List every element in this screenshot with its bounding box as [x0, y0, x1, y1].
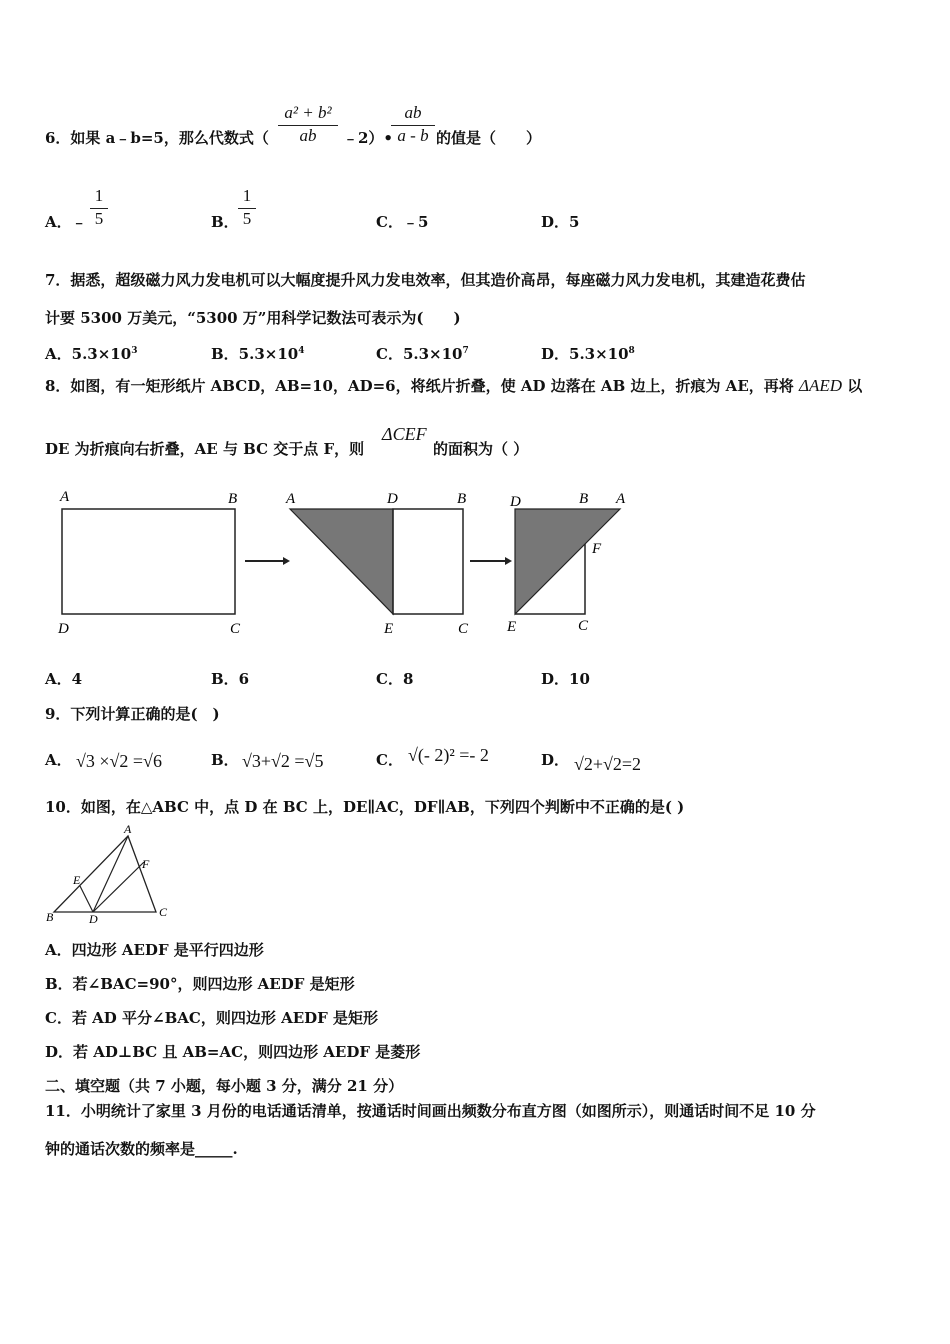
q8-fig3-label-c: C [578, 618, 589, 634]
q8-line-1-text: 8．如图，有一矩形纸片 ABCD，AB=10，AD=6，将纸片折叠，使 AD 边落在 AB 边上，折痕为 AE，再将 [45, 377, 794, 395]
q6-option-b-fraction [238, 186, 256, 229]
q7-option-d-exp: 8 [628, 346, 635, 356]
q8-figure [40, 485, 640, 640]
q10-segment-de [80, 886, 93, 912]
q7-line-2: 计要 5300 万美元，“5300 万”用科学记数法可表示为( ) [45, 309, 461, 327]
q6-option-a-den: 5 [90, 208, 108, 229]
q7-option-d-base: D．5.3×10 [541, 345, 629, 363]
q10-option-c: C．若 AD 平分∠BAC，则四边形 AEDF 是矩形 [45, 1009, 379, 1027]
q8-fig2-label-a: A [286, 491, 296, 507]
q8-fig3-shaded-region [515, 509, 620, 614]
q6-option-b-den: 5 [238, 208, 256, 229]
q6-option-d: D．5 [541, 213, 580, 231]
q9-option-d-expr: √2+√2=2 [574, 754, 642, 774]
q8-fig2-shaded-triangle [290, 509, 393, 614]
q8-fig3-label-f: F [592, 541, 602, 557]
q10-label-a: A [124, 822, 132, 836]
q6-frac2-num: ab [404, 103, 422, 122]
q7-option-b-base: B．5.3×10 [211, 345, 299, 363]
q8-line-2-end: 的面积为（ ） [433, 440, 529, 458]
q10-label-c: C [159, 905, 168, 919]
q7-option-b-exp: 4 [298, 346, 305, 356]
q11-line-2: 钟的通话次数的频率是_____. [45, 1140, 238, 1158]
q7-option-c-base: C．5.3×10 [376, 345, 463, 363]
q8-fig3-label-b: B [579, 491, 589, 507]
q6-option-c: C．﹣5 [376, 213, 429, 231]
q9-stem: 9．下列计算正确的是( ) [45, 705, 220, 723]
q6-frac1-den: ab [278, 125, 338, 146]
q7-option-d [541, 341, 635, 364]
section-2-heading: 二、填空题（共 7 小题，每小题 3 分，满分 21 分） [45, 1077, 404, 1095]
q10-label-b: B [46, 910, 54, 924]
q8-fig1-label-b: B [228, 491, 238, 507]
q7-option-c-exp: 7 [462, 346, 469, 356]
q10-segment-ad [93, 836, 128, 912]
q7-line-1: 7．据悉，超级磁力风力发电机可以大幅度提升风力发电效率，但其造价高昂，每座磁力风力发电机，其建造花费估 [45, 271, 806, 289]
q7-option-a-base: A．5.3×10 [45, 345, 132, 363]
q8-line-1 [45, 376, 862, 396]
q6-frac2-den: a - b [391, 125, 435, 146]
q8-triangle-cef: ΔCEF [382, 424, 427, 444]
q10-segment-df [93, 862, 144, 912]
q8-fig2-label-d: D [387, 491, 398, 507]
q6-fraction-2 [391, 103, 435, 146]
q8-option-b: B．6 [211, 670, 250, 688]
q11-line-1: 11．小明统计了家里 3 月份的电话通话清单，按通话时间画出频数分布直方图（如图所示），则通话时间不足 10 分 [45, 1102, 816, 1120]
q6-prefix: 6．如果 a﹣b=5，那么代数式（ [45, 129, 269, 147]
q8-line-2-text: DE 为折痕向右折叠，AE 与 BC 交于点 F，则 [45, 440, 365, 458]
q6-option-b-num: 1 [242, 186, 252, 205]
q8-fig2-rectangle [393, 509, 463, 614]
q10-label-f: F [142, 857, 150, 871]
q8-option-a: A．4 [45, 670, 83, 688]
q10-label-e: E [73, 873, 81, 887]
q8-triangle-aed: ΔAED [799, 376, 843, 395]
q10-option-b: B．若∠BAC=90°，则四边形 AEDF 是矩形 [45, 975, 355, 993]
q6-fraction-1 [278, 103, 338, 146]
q9-option-b-expr: √3+√2 =√5 [242, 751, 324, 771]
q8-fig1-label-c: C [230, 621, 241, 637]
q9-option-b-label: B． [211, 751, 239, 769]
q6-option-a-num: 1 [94, 186, 104, 205]
q7-option-c [376, 341, 469, 364]
q8-fig2-label-b: B [457, 491, 467, 507]
q10-option-d: D．若 AD⊥BC 且 AB=AC，则四边形 AEDF 是菱形 [45, 1043, 421, 1061]
q8-fig3-label-d: D [510, 494, 521, 510]
q6-suffix: 的值是（ ） [436, 129, 542, 147]
q8-option-c: C．8 [376, 670, 414, 688]
q10-figure [40, 822, 180, 927]
q9-option-d-label: D． [541, 751, 570, 769]
q7-option-b [211, 341, 304, 364]
q9-option-a-label: A． [45, 751, 72, 769]
q6-option-a-fraction [90, 186, 108, 229]
q8-option-d: D．10 [541, 670, 590, 688]
q7-option-a-exp: 3 [131, 346, 138, 356]
q6-frac1-num: a² + b² [284, 103, 332, 122]
q8-fig2-label-e: E [384, 621, 394, 637]
q6-mid: ﹣2）• [343, 129, 394, 147]
q8-fig1-rectangle [62, 509, 235, 614]
q7-option-a [45, 341, 137, 364]
q8-fig1-label-d: D [58, 621, 69, 637]
q8-arrow-1-head [283, 557, 290, 565]
q10-stem: 10．如图，在△ABC 中，点 D 在 BC 上，DE∥AC，DF∥AB，下列四个判断中不正确的是( ) [45, 798, 685, 816]
q10-label-d: D [89, 912, 98, 926]
q8-line-2 [45, 439, 364, 459]
q10-option-a: A．四边形 AEDF 是平行四边形 [45, 941, 264, 959]
q6-option-a-label: A．﹣ [45, 213, 87, 231]
q8-fig1-label-a: A [60, 489, 70, 505]
q9-option-c-expr: √(- 2)² =- 2 [408, 745, 489, 765]
q8-line-1-end: 以 [847, 377, 863, 395]
q8-fig3-label-e: E [507, 619, 517, 635]
q8-fig2-label-c: C [458, 621, 469, 637]
q9-option-a-expr: √3 ×√2 =√6 [76, 751, 162, 771]
q8-fig3-label-a: A [616, 491, 626, 507]
q9-option-c-label: C． [376, 751, 403, 769]
q8-arrow-2-head [505, 557, 512, 565]
q6-option-b-label: B． [211, 213, 239, 231]
